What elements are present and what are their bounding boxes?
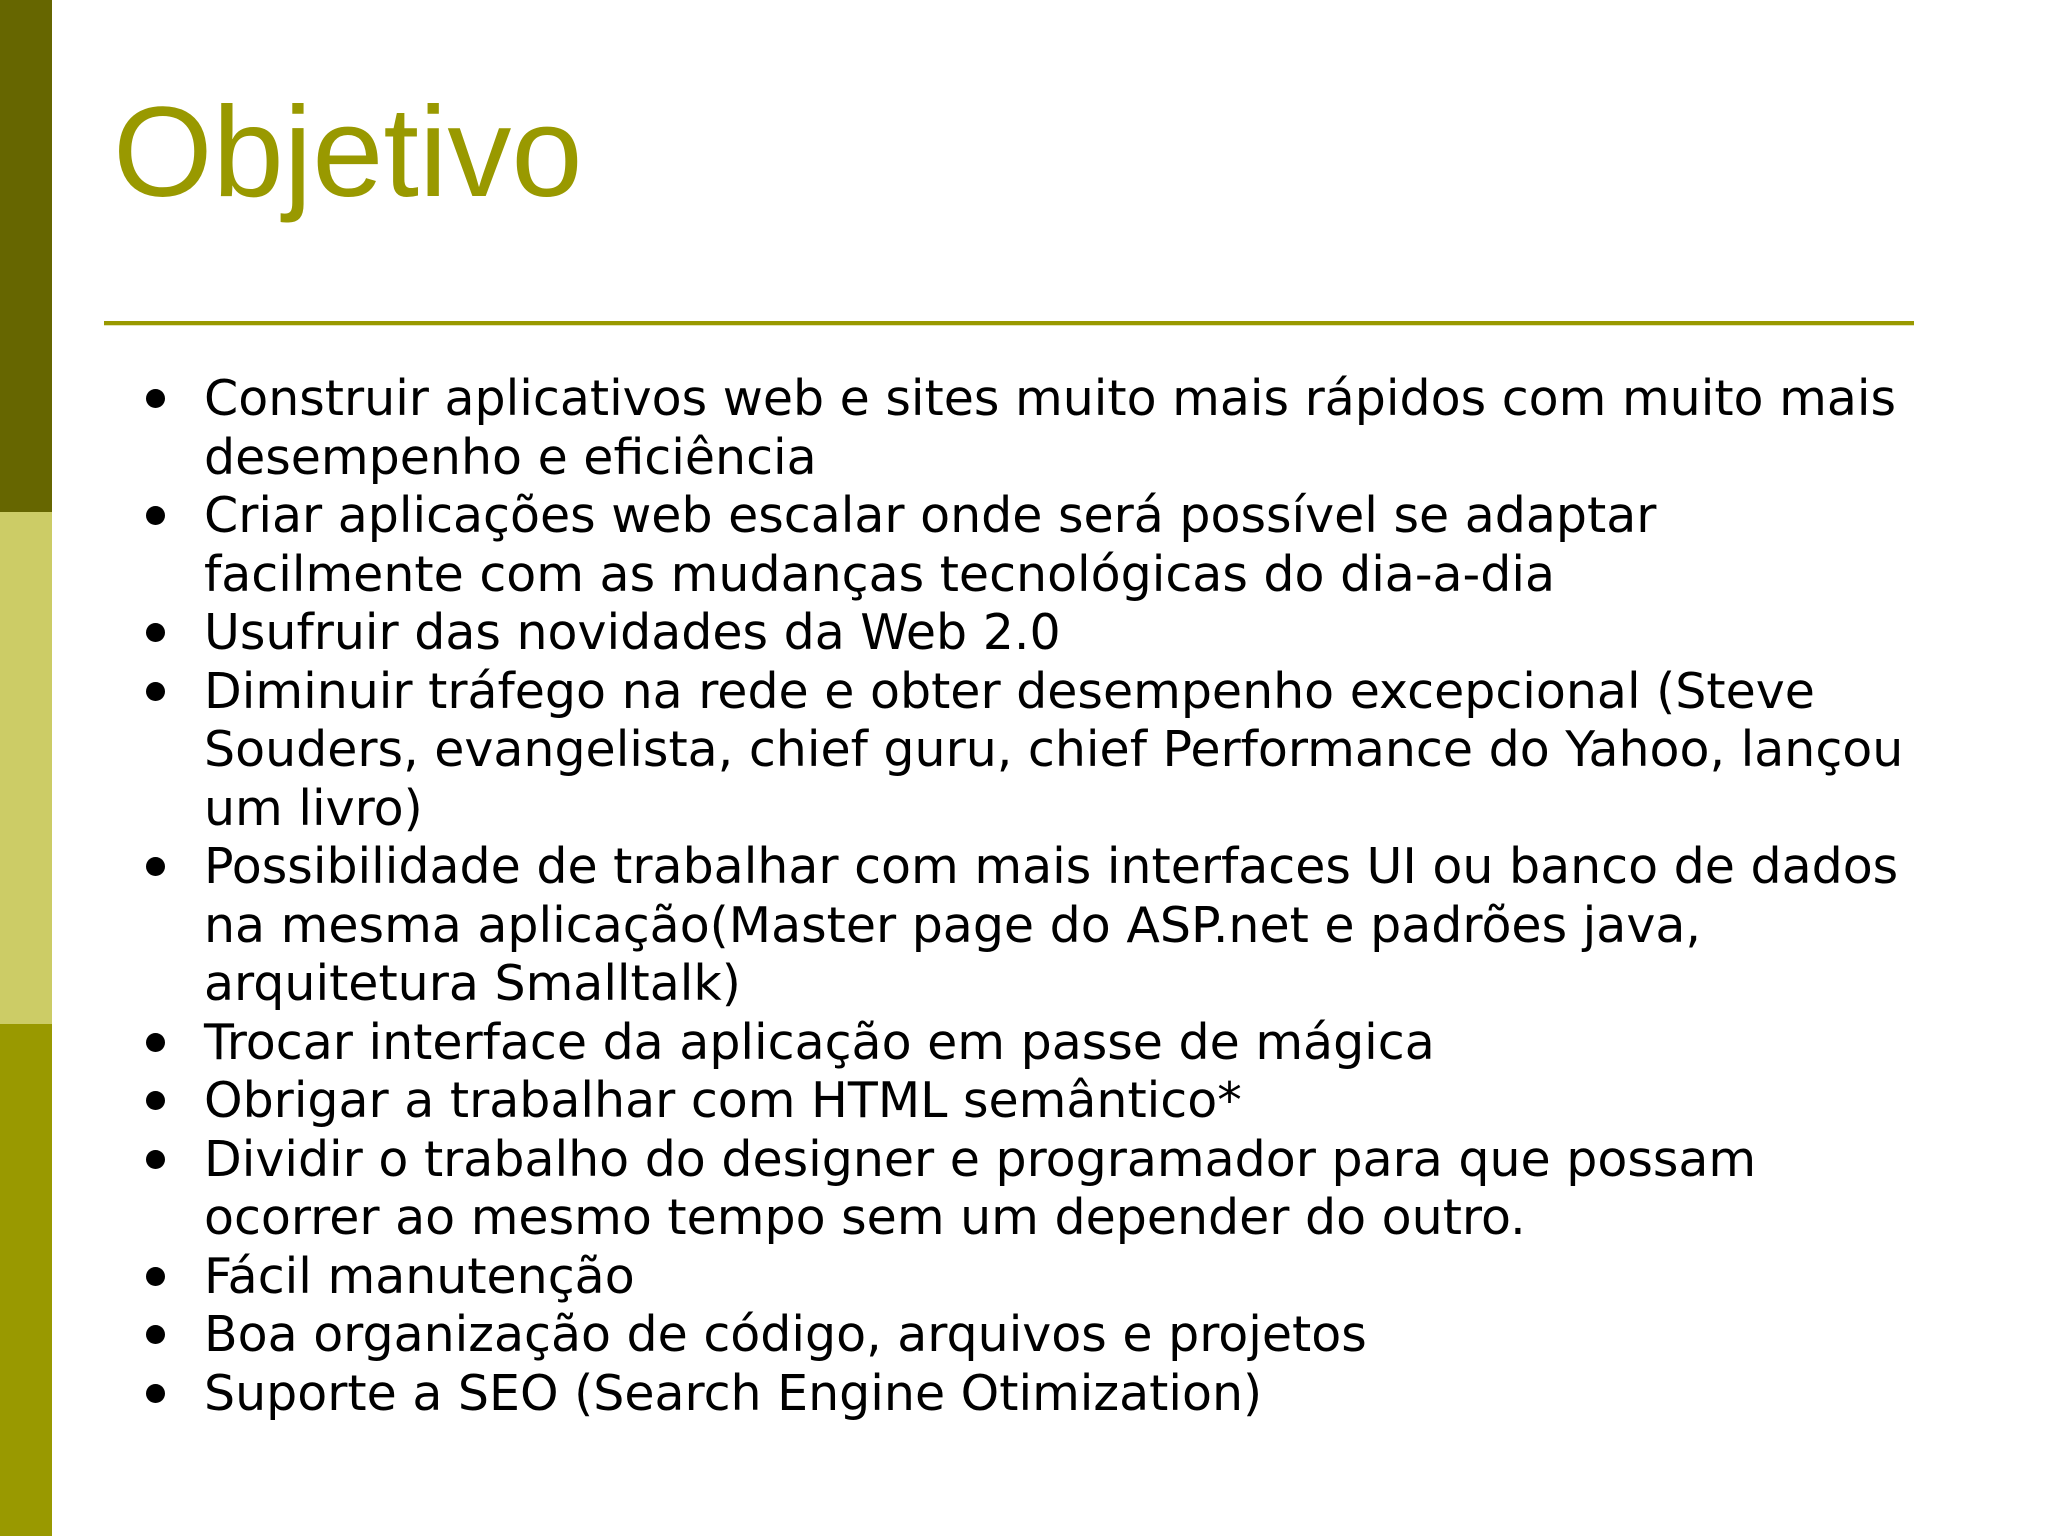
list-item-text: Boa organização de código, arquivos e projetos: [204, 1306, 1367, 1363]
list-item-text: Possibilidade de trabalhar com mais interfaces UI ou banco de dados na mesma aplicação(Master page do ASP.net e padrões java, arquitetura Smalltalk): [204, 838, 1899, 1012]
list-item-text: Trocar interface da aplicação em passe de mágica: [204, 1013, 1435, 1071]
list-item: [136, 663, 1926, 839]
list-item-text: Diminuir tráfego na rede e obter desempenho excepcional (Steve Souders, evangelista, chief guru, chief Performance do Yahoo, lançou um livro): [204, 662, 1904, 837]
bullet-list: [136, 370, 1926, 1423]
list-item-text: Fácil manutenção: [204, 1247, 635, 1305]
list-item-text: Usufruir das novidades da Web 2.0: [204, 604, 1061, 661]
list-item: [136, 1365, 1926, 1424]
list-item: [136, 1131, 1926, 1248]
bullet-icon: [146, 623, 165, 642]
list-item-text: Suporte a SEO (Search Engine Otimization): [204, 1364, 1263, 1422]
bullet-icon: [146, 1033, 165, 1052]
bullet-icon: [146, 1384, 165, 1403]
left-accent-band-light: [0, 512, 52, 1024]
bullet-icon: [146, 506, 165, 525]
list-item: [136, 838, 1926, 1014]
bullet-icon: [146, 389, 165, 408]
list-item: [136, 1248, 1926, 1307]
bullet-icon: [146, 1267, 165, 1286]
bullet-icon: [146, 1091, 165, 1110]
list-item-text: Dividir o trabalho do designer e programador para que possam ocorrer ao mesmo tempo sem um depender do outro.: [204, 1130, 1757, 1246]
slide-title: Objetivo: [113, 81, 583, 224]
list-item: [136, 604, 1926, 663]
list-item: [136, 1072, 1926, 1131]
list-item-text: Criar aplicações web escalar onde será possível se adaptar facilmente com as mudanças tecnológicas do dia-a-dia: [204, 487, 1657, 603]
list-item: [136, 1014, 1926, 1073]
bullet-icon: [146, 682, 165, 701]
bullet-icon: [146, 857, 165, 876]
list-item: [136, 1306, 1926, 1365]
title-divider: [104, 321, 1914, 325]
list-item: [136, 370, 1926, 487]
list-item: [136, 487, 1926, 604]
left-accent-band-dark: [0, 0, 52, 512]
list-item-text: Construir aplicativos web e sites muito mais rápidos com muito mais desempenho e eficiência: [204, 370, 1897, 486]
bullet-icon: [146, 1325, 165, 1344]
list-item-text: Obrigar a trabalhar com HTML semântico*: [204, 1072, 1242, 1129]
left-accent-band-olive: [0, 1024, 52, 1536]
bullet-icon: [146, 1150, 165, 1169]
